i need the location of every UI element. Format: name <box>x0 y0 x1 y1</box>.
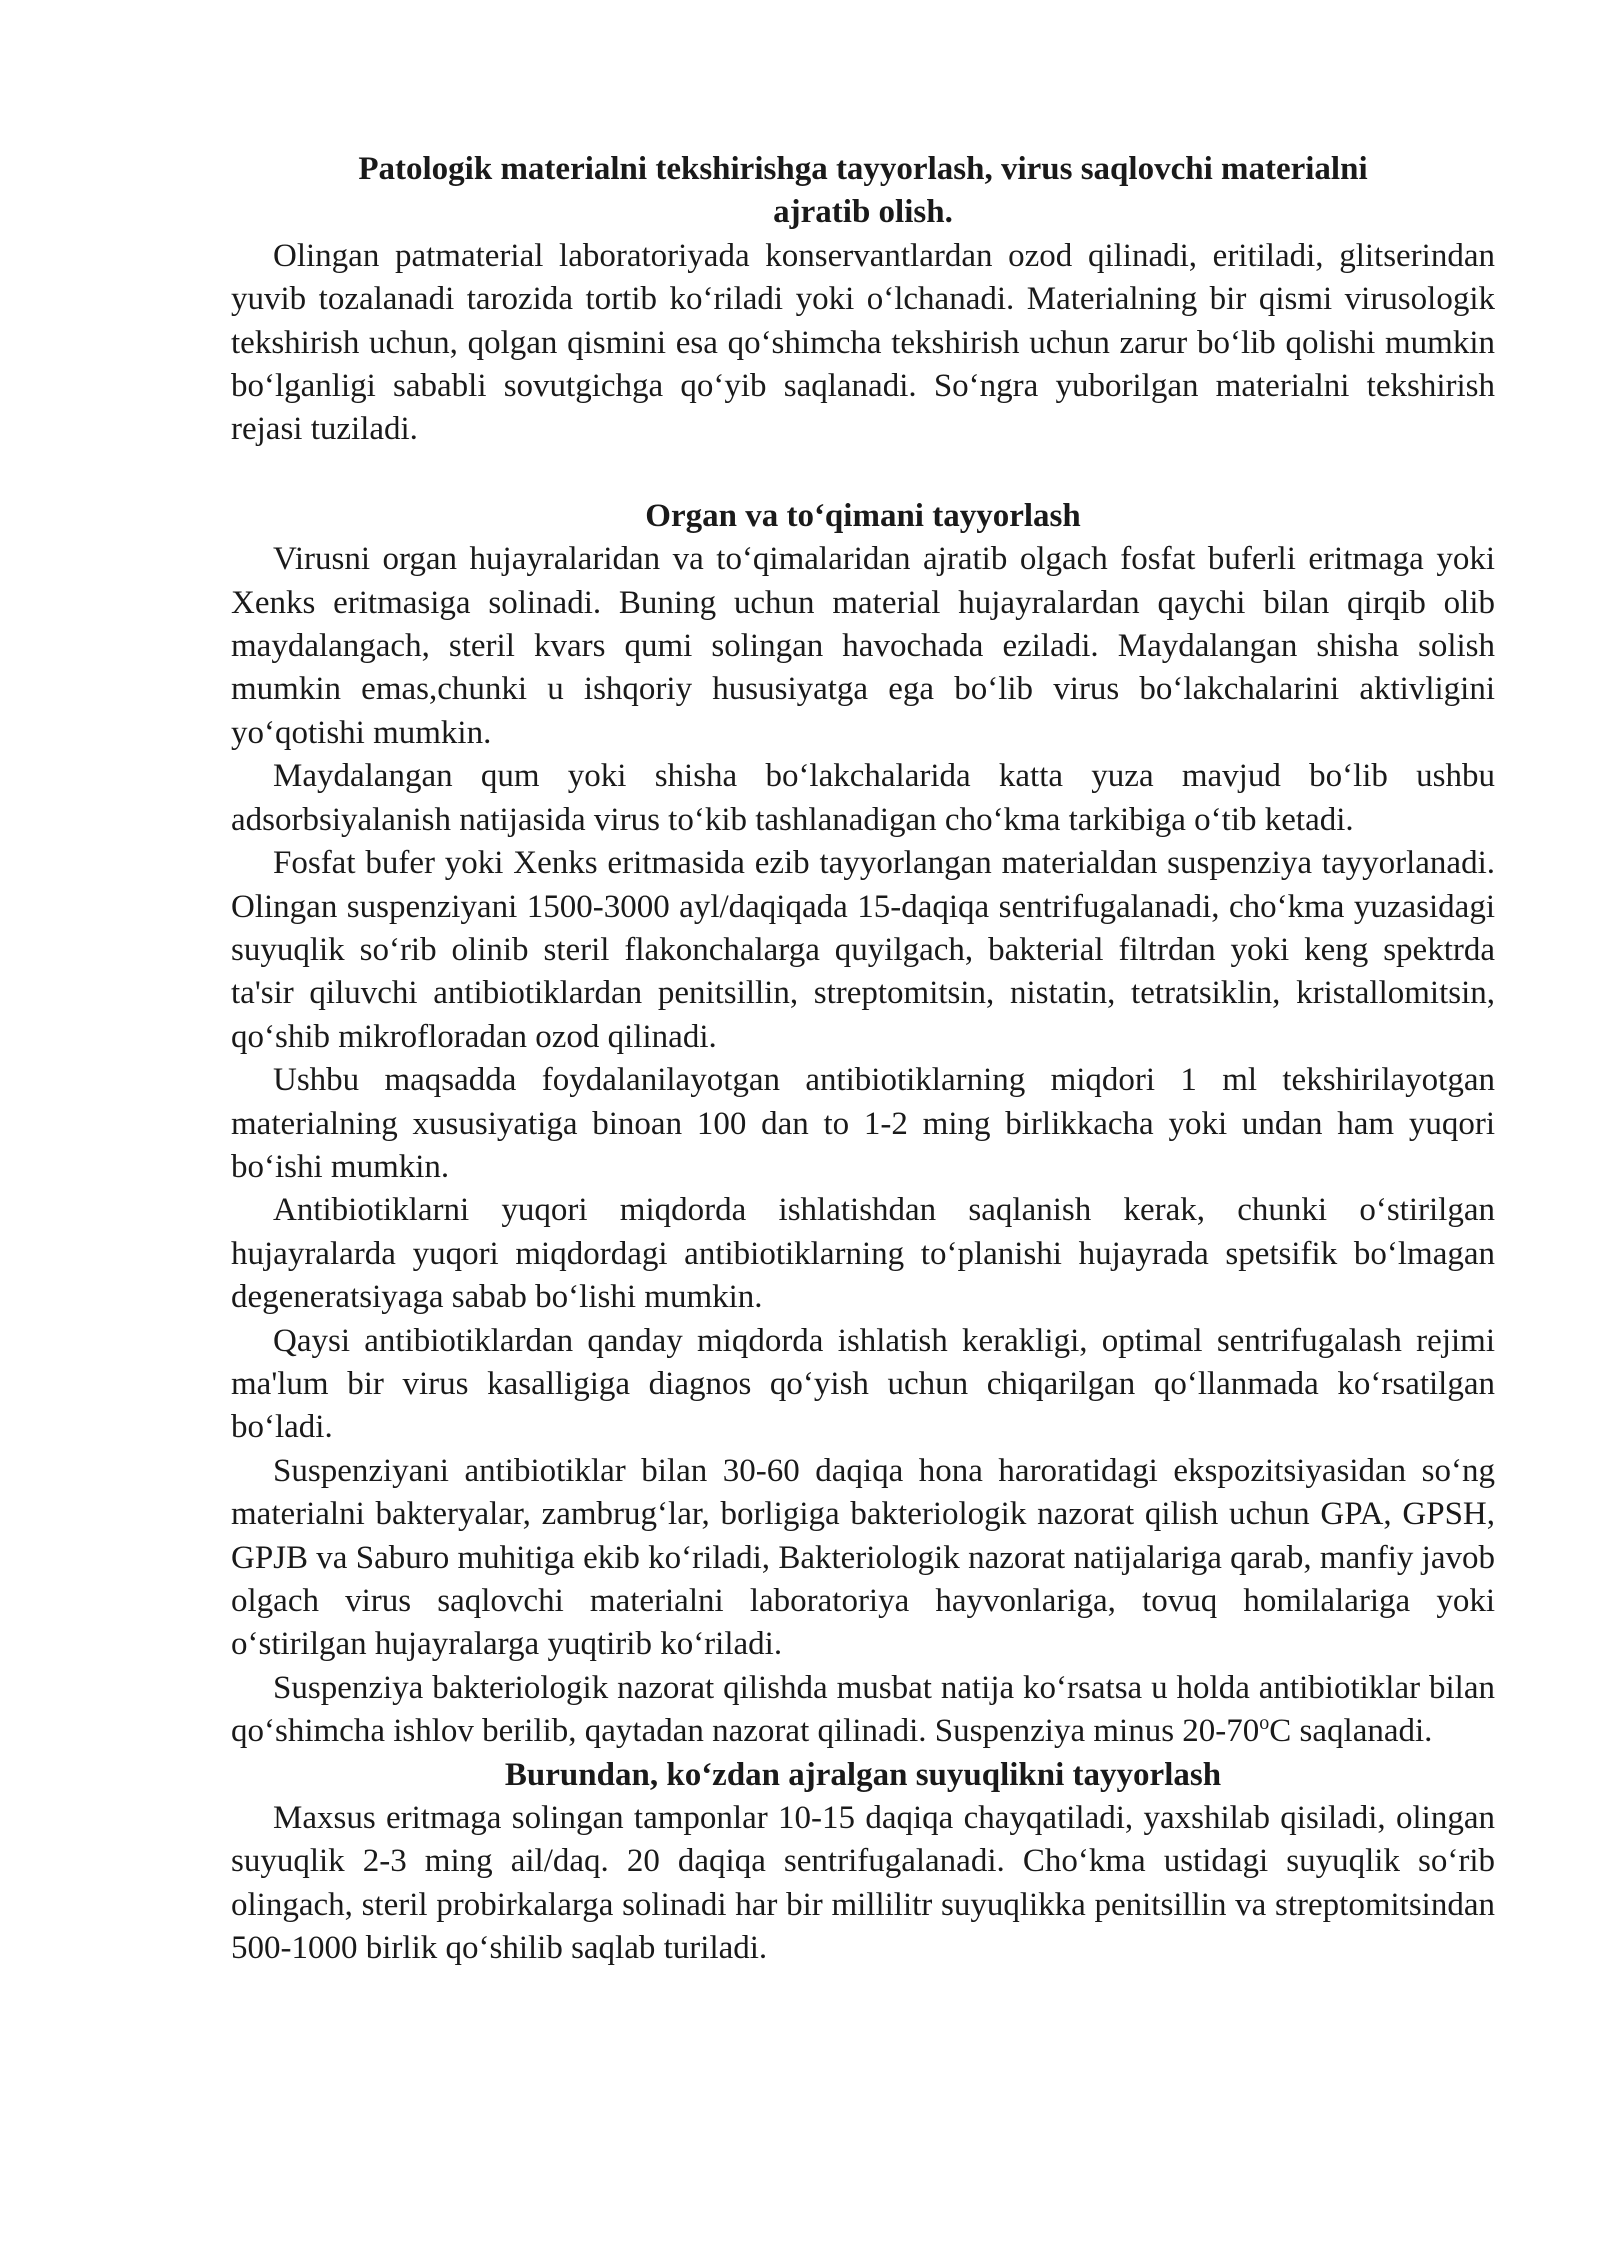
paragraph-text: Suspenziya bakteriologik nazorat qilishda musbat natija ko‘rsatsa u holda antibiotiklar bilan qo‘shimcha ishlov berilib, qaytadan nazorat qilinadi. Suspenziya minus 20-70 <box>231 1669 1495 1750</box>
paragraph: Antibiotiklarni yuqori miqdorda ishlatishdan saqlanish kerak, chunki o‘stirilgan hujayralarda yuqori miqdordagi antibiotiklarning to‘planishi hujayrada spetsifik bo‘lmagan degeneratsiyaga sabab bo‘lishi mumkin. <box>231 1192 1495 1316</box>
intro-paragraph: Olingan patmaterial laboratoriyada konservantlardan ozod qilinadi, eritiladi, glitserindan yuvib tozalanadi tarozida tortib ko‘riladi yoki o‘lchanadi. Materialning bir qismi virusologik tekshirish uchun, qolgan qismini esa qo‘shimcha tekshirish uchun zarur bo‘lib qolishi mumkin bo‘lganligi sababli sovutgichga qo‘yib saqlanadi. So‘ngra yuborilgan materialni tekshirish rejasi tuziladi. <box>231 237 1495 448</box>
paragraph: Fosfat bufer yoki Xenks eritmasida ezib tayyorlangan materialdan suspenziya tayyorlanadi. Olingan suspenziyani 1500-3000 ayl/daqiqada 15-daqiqa sentrifugalanadi, cho‘kma yuzasidagi suyuqlik so‘rib olinib steril flakonchalarga quyilgach, bakterial filtrdan yoki keng spektrda ta'sir qiluvchi antibiotiklardan penitsillin, streptomitsin, nistatin, tetratsiklin, kristallomitsin, qo‘shib mikrofloradan ozod qilinadi. <box>231 845 1495 1055</box>
document-title: Patologik materialni tekshirishga tayyorlash, virus saqlovchi materialni ajratib olish. <box>358 151 1368 231</box>
section-heading-nasal-fluid: Burundan, ko‘zdan ajralgan suyuqlikni tayyorlash <box>504 1756 1222 1793</box>
title-block <box>313 148 1413 235</box>
paragraph: Qaysi antibiotiklardan qanday miqdorda ishlatish kerakligi, optimal sentrifugalash rejimi ma'lum bir virus kasalligiga diagnos qo‘yish uchun chiqarilgan qo‘llanmada ko‘rsatilgan bo‘ladi. <box>231 1322 1495 1446</box>
document-page <box>231 148 1495 1971</box>
paragraph: Ushbu maqsadda foydalanilayotgan antibiotiklarning miqdori 1 ml tekshirilayotgan materialning xususiyatiga binoan 100 dan to 1-2 ming birlikkacha yoki undan ham yuqori bo‘ishi mumkin. <box>231 1062 1495 1185</box>
paragraph: Virusni organ hujayralaridan va to‘qimalaridan ajratib olgach fosfat buferli eritmaga yoki Xenks eritmasiga solinadi. Buning uchun material hujayralardan qaychi bilan qirqib olib maydalangach, steril kvars qumi solingan havochada eziladi. Maydalangan shisha solish mumkin emas,chunki u ishqoriy hususiyatga ega bo‘lib virus bo‘lakchalarini aktivligini yo‘qotishi mumkin. <box>231 541 1495 751</box>
degree-superscript: o <box>1259 1712 1270 1735</box>
paragraph-text-tail: C saqlanadi. <box>1269 1713 1433 1750</box>
paragraph: Maxsus eritmaga solingan tamponlar 10-15 daqiqa chayqatiladi, yaxshilab qisiladi, olingan suyuqlik 2-3 ming ail/daq. 20 daqiqa sentrifugalanadi. Cho‘kma ustidagi suyuqlik so‘rib olingach, steril probirkalarga solinadi har bir millilitr suyuqlikka penitsillin va streptomitsindan 500-1000 birlik qo‘shilib saqlab turiladi. <box>231 1800 1495 1967</box>
paragraph: Suspenziyani antibiotiklar bilan 30-60 daqiqa hona haroratidagi ekspozitsiyasidan so‘ng materialni bakteryalar, zambrug‘lar, borligiga bakteriologik nazorat qilish uchun GPA, GPSH, GPJB va Saburo muhitiga ekib ko‘riladi, Bakteriologik nazorat natijalariga qarab, manfiy javob olgach virus saqlovchi materialni laboratoriya hayvonlariga, tovuq homilalariga yoki o‘stirilgan hujayralarga yuqtirib ko‘riladi. <box>231 1452 1495 1663</box>
section-heading-organ: Organ va to‘qimani tayyorlash <box>645 497 1081 534</box>
spacer <box>231 452 1495 495</box>
paragraph: Maydalangan qum yoki shisha bo‘lakchalarida katta yuza mavjud bo‘lib ushbu adsorbsiyalanish natijasida virus to‘kib tashlanadigan cho‘kma tarkibiga o‘tib ketadi. <box>231 758 1495 838</box>
paragraph-storage-temperature <box>231 1667 1495 1754</box>
